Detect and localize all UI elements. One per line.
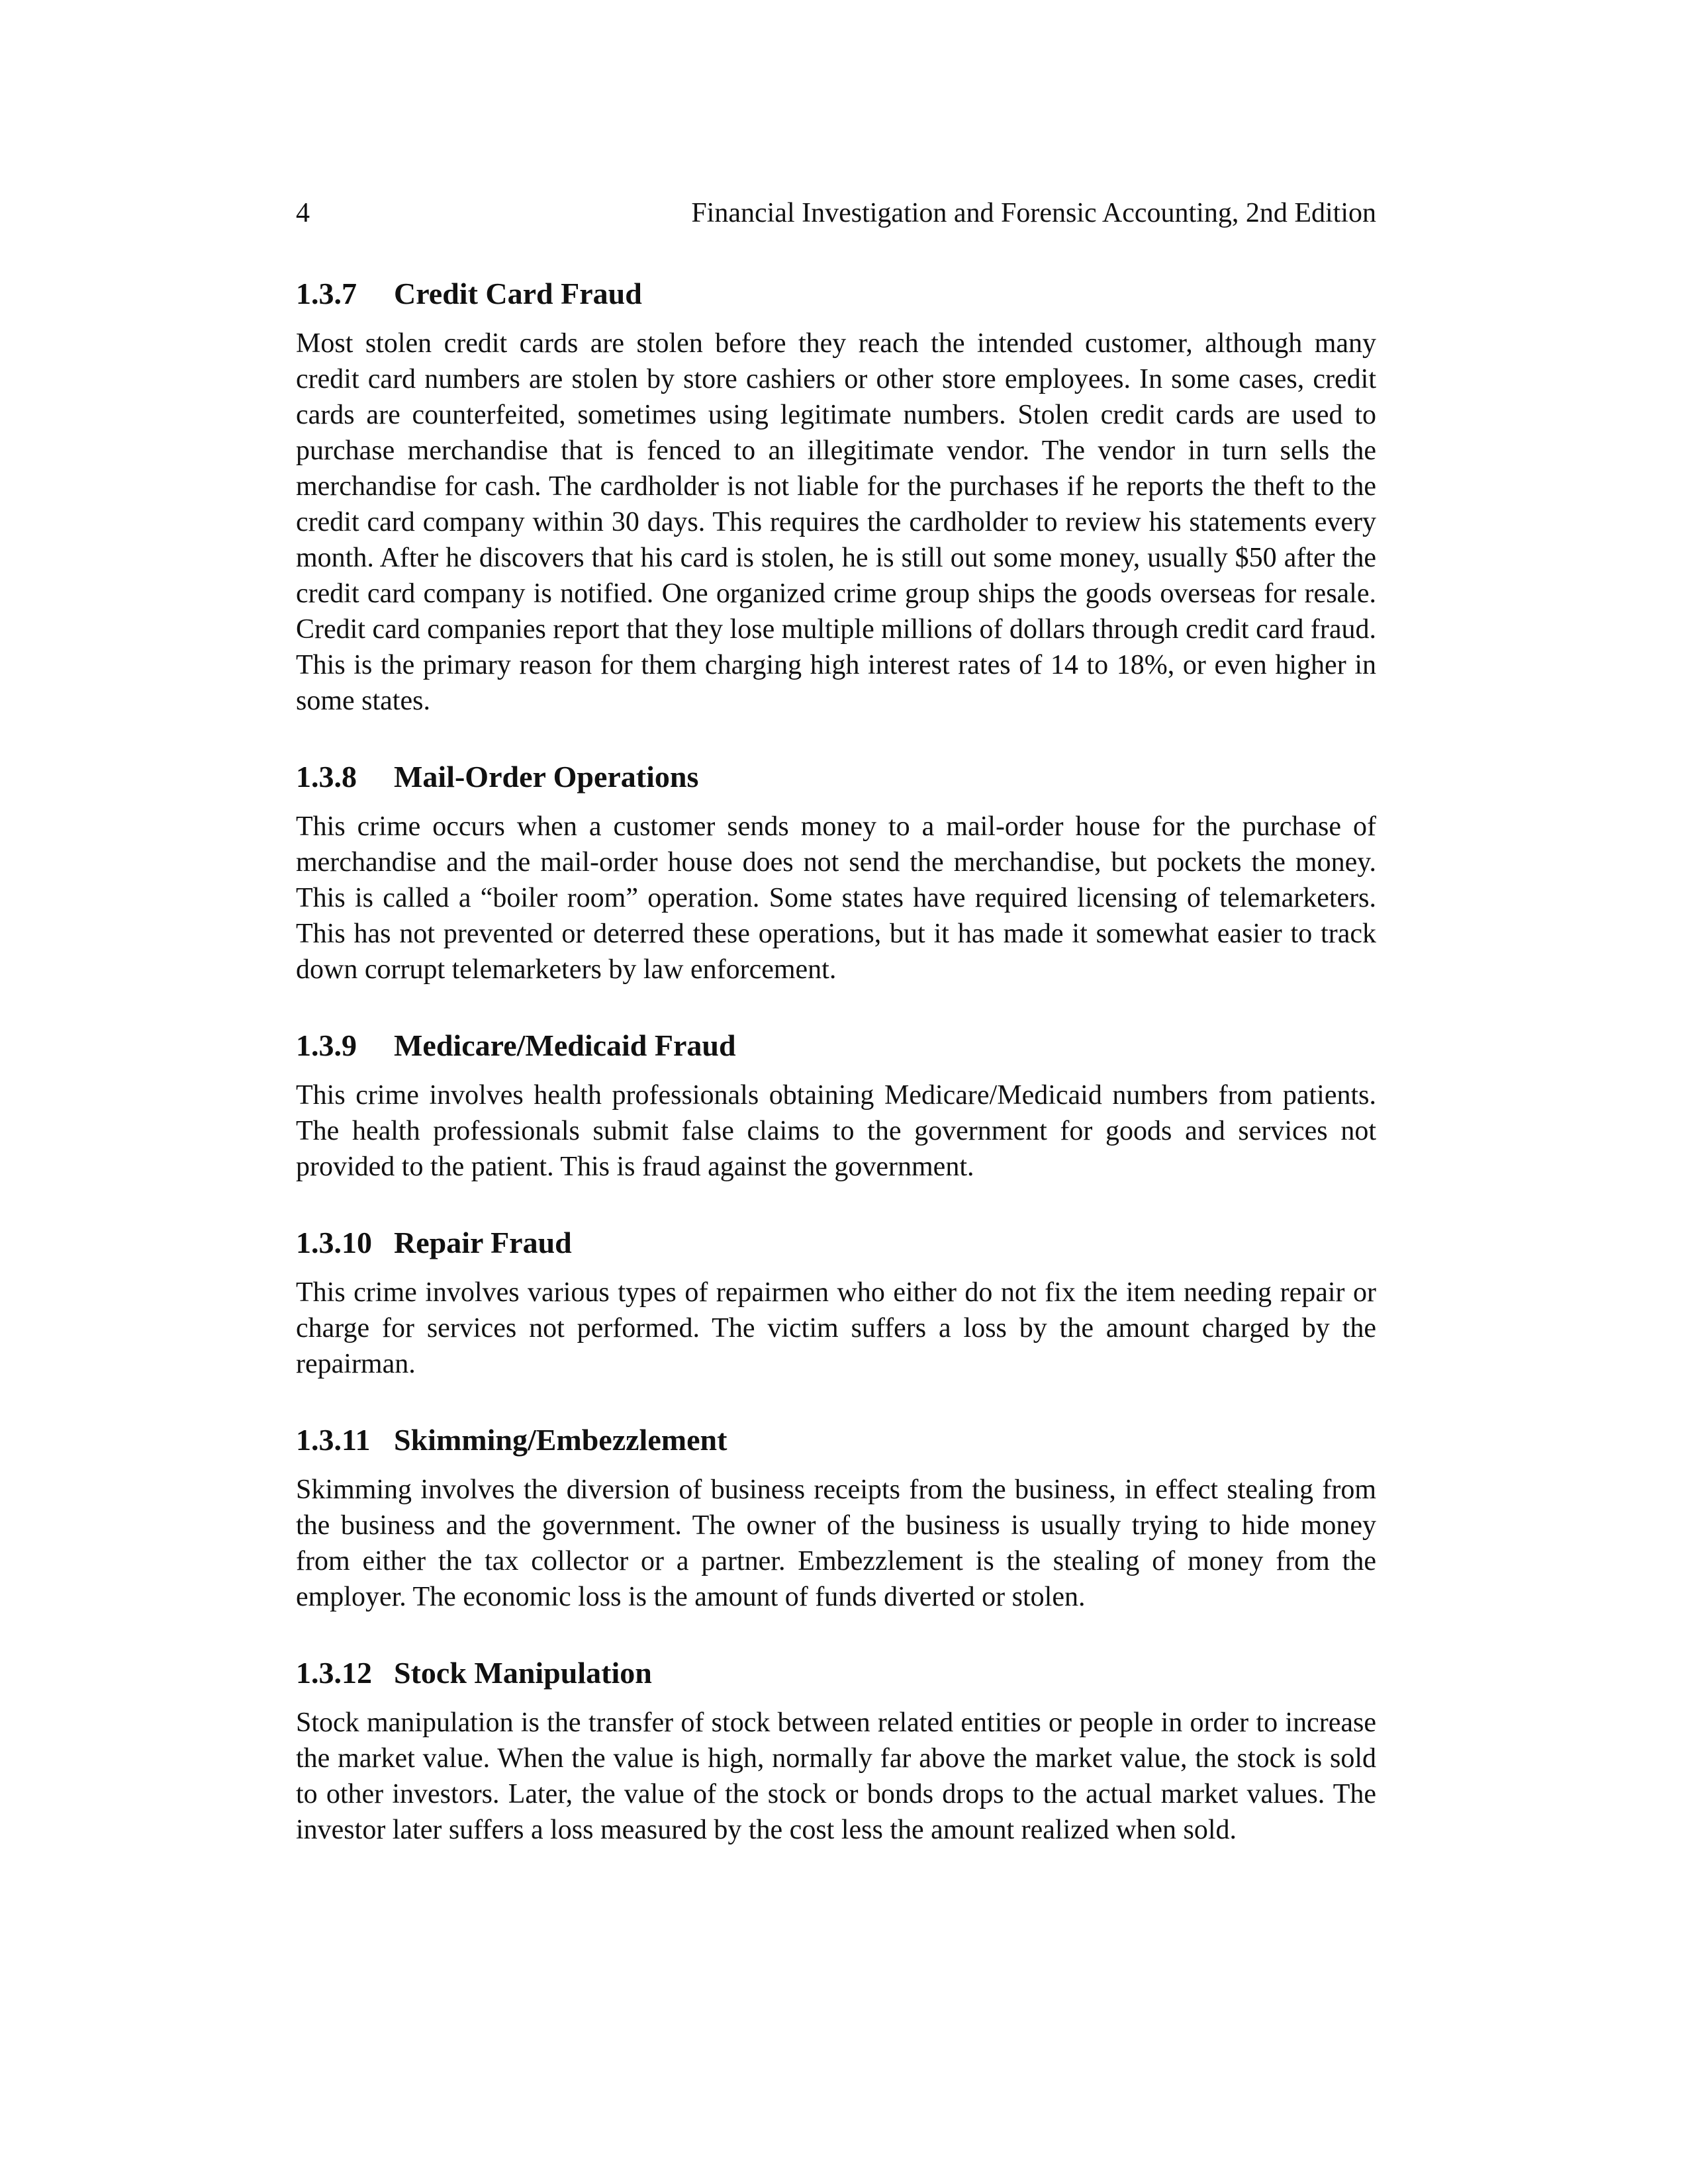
section-title: Credit Card Fraud: [394, 277, 642, 310]
section-heading: [296, 274, 1376, 314]
section-repair-fraud: [296, 1223, 1376, 1382]
section-mail-order-operations: [296, 757, 1376, 987]
section-number: 1.3.9: [296, 1028, 357, 1062]
section-title: Repair Fraud: [394, 1226, 572, 1259]
section-credit-card-fraud: [296, 274, 1376, 719]
section-paragraph: This crime occurs when a customer sends money to a mail-order house for the purchase of merchandise and the mail-order house does not send the merchandise, but pockets the money. This is called a “boiler room” operation. Some states have required licensing of telemarketers. This has not prevented or deterred these operations, but it has made it somewhat easier to track down corrupt telemarketers by law enforcement.: [296, 811, 1376, 985]
section-number: 1.3.10: [296, 1226, 372, 1259]
section-title: Mail-Order Operations: [394, 760, 699, 794]
section-paragraph: Stock manipulation is the transfer of stock between related entities or people in order to increase the market value. When the value is high, normally far above the market value, the stock is sold to other investors. Later, the value of the stock or bonds drops to the actual market values. The investor later suffers a loss measured by the cost less the amount realized when sold.: [296, 1707, 1376, 1845]
section-paragraph: Skimming involves the diversion of business receipts from the business, in effect stealing from the business and the government. The owner of the business is usually trying to hide money from either the tax collector or a partner. Embezzlement is the stealing of money from the employer. The economic loss is the amount of funds diverted or stolen.: [296, 1475, 1376, 1612]
section-paragraph: This crime involves health professionals obtaining Medicare/Medicaid numbers from patients. The health professionals submit false claims to the government for goods and services not provided to the patient. This is fraud against the government.: [296, 1080, 1376, 1182]
section-skimming-embezzlement: [296, 1420, 1376, 1615]
section-heading: [296, 757, 1376, 797]
section-title: Skimming/Embezzlement: [394, 1423, 727, 1457]
page-content: [296, 274, 1376, 1886]
section-heading: [296, 1420, 1376, 1460]
section-heading: [296, 1653, 1376, 1693]
section-heading: [296, 1223, 1376, 1263]
section-paragraph: This crime involves various types of repairmen who either do not fix the item needing repair or charge for services not performed. The victim suffers a loss by the amount charged by the repairman.: [296, 1277, 1376, 1379]
section-paragraph: Most stolen credit cards are stolen before they reach the intended customer, although many credit card numbers are stolen by store cashiers or other store employees. In some cases, credit cards are counterfeited, sometimes using legitimate numbers. Stolen credit cards are used to purchase merchandise that is fenced to an illegitimate vendor. The vendor in turn sells the merchandise for cash. The cardholder is not liable for the purchases if he reports the theft to the credit card company within 30 days. This requires the cardholder to review his statements every month. After he discovers that his card is stolen, he is still out some money, usually $50 after the credit card company is notified. One organized crime group ships the goods overseas for resale. Credit card companies report that they lose multiple millions of dollars through credit card fraud. This is the primary reason for them charging high interest rates of 14 to 18%, or even higher in some states.: [296, 328, 1376, 716]
section-stock-manipulation: [296, 1653, 1376, 1848]
section-title: Stock Manipulation: [394, 1656, 652, 1690]
page-number: 4: [296, 198, 310, 228]
section-number: 1.3.11: [296, 1423, 371, 1457]
section-number: 1.3.12: [296, 1656, 372, 1690]
book-title: Financial Investigation and Forensic Accounting, 2nd Edition: [691, 198, 1376, 228]
section-number: 1.3.7: [296, 277, 357, 310]
running-header: [296, 195, 1376, 232]
section-medicare-medicaid-fraud: [296, 1026, 1376, 1185]
section-number: 1.3.8: [296, 760, 357, 794]
section-heading: [296, 1026, 1376, 1066]
section-title: Medicare/Medicaid Fraud: [394, 1028, 736, 1062]
